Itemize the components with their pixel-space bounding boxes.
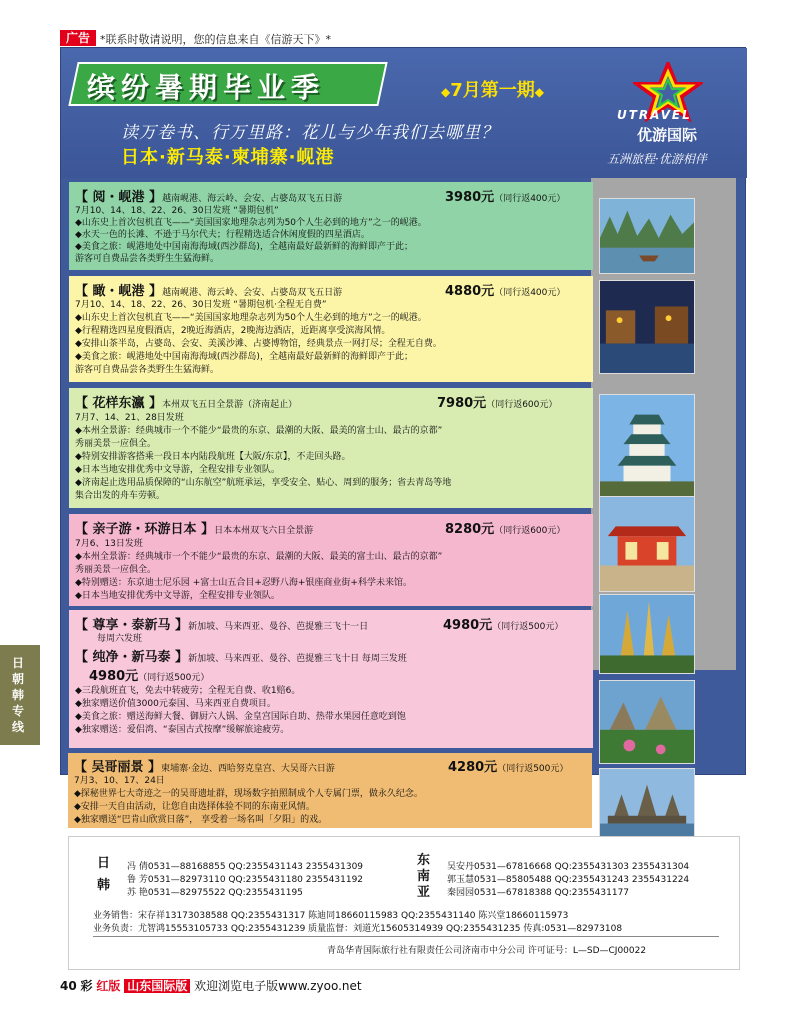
tour-subtitle: 新加坡、马来西亚、曼谷、芭提雅三飞十一日 (188, 622, 369, 632)
side-tab (0, 645, 40, 745)
tour-title: 【 吴哥丽景 】 (74, 760, 162, 775)
tour-title: 【 亲子游・环游日本 】 (75, 522, 215, 537)
tour-subtitle: 柬埔寨·金边、西哈努克皇宫、大吴哥六日游 (161, 764, 335, 774)
halong-bay-photo (599, 198, 695, 274)
tour-subtitle: 本州双飞五日全景游（济南起止） (162, 400, 298, 410)
tour-title: 【 瞰・岘港 】 (75, 284, 163, 299)
page-footer: 40 彩 红版 山东国际版 欢迎浏览电子版www.zyoo.net (60, 979, 362, 993)
thai-temple-photo (599, 594, 695, 674)
logo-en: UTRAVEL (617, 108, 692, 122)
tropical-garden-photo (599, 680, 695, 764)
tour-price: 8280元 (445, 522, 495, 537)
destinations: 日本·新马泰·柬埔寨·岘港 (121, 147, 335, 168)
issue-label: ◆7月第一期◆ (441, 80, 544, 101)
logo-cn: 优游国际 (637, 126, 698, 144)
tour-price: 3980元 (445, 190, 495, 205)
ad-strip (0, 0, 800, 44)
logo-motto: 五洲旅程·优游相伴 (607, 152, 707, 166)
tour-section-sea: 【 尊享・泰新马 】新加坡、马来西亚、曼谷、芭提雅三飞十一日 4980元（同行返500元） 每周六发班 【 纯净・新马泰 】新加坡、马来西亚、曼谷、芭提雅三飞十日 每周三发班 4980元（同行返500元） ◆三段航班直飞，免去中转疲劳；全程无自费、收1赔6。 ◆独家赠送价值3000元泰国、马来西亚自费项目。 ◆美食之旅：赠送海鲜大餐、御厨六人锅、金皇宫国际自助、热带水果园任意吃到饱 ◆独家赠送：爱侣湾、“泰国古式按摩”缓解旅途疲劳。 (69, 610, 593, 748)
tour-title: 【 花样东瀛 】 (75, 396, 163, 411)
contact-area: 日韩 冯 倩0531—88168855 QQ:2355431143 2355431309 鲁 芳0531—82973110 QQ:2355431180 2355431192 苏 艳0531—82975522 QQ:2355431195 东南亚 吴安丹0531—67816668 QQ:2355431303 2355431304 郭玉慧0531—85805488 QQ:2355431243 2355431224 秦园园0531—67818388 QQ:2355431177 业务销售：宋存祥13173038588 QQ:2355431317 陈迪同18660115983 QQ:2355431140 陈兴堂18660115973 业务负责：尤智鸿15553105733 QQ:2355431239 质量监督：刘道光15605314939 QQ:2355431235 传真:0531—82973108 青岛华青国际旅行社有限责任公司济南市中分公司 许可证号：L—SD—CJ00022 (68, 836, 740, 970)
ad-tag: 广告 (60, 30, 96, 46)
osaka-castle-photo (599, 394, 695, 504)
tour-title-2: 【 纯净・新马泰 】 (75, 650, 189, 665)
tour-subtitle: 越南岘港、海云岭、会安、占婆岛双飞五日游 (162, 194, 343, 204)
tour-subtitle: 日本本州双飞六日全景游 (214, 526, 314, 536)
hoi-an-night-photo (599, 280, 695, 374)
page-title: 缤纷暑期毕业季 (87, 71, 326, 104)
tour-section-danang-2: 【 瞰・岘港 】越南岘港、海云岭、会安、占婆岛双飞五日游 4880元（同行返400元） 7月10、14、18、22、26、30日发班 “暑期包机·全程无自费” ◆山东史上首次包机直飞——“美国国家地理杂志列为50个人生必到的地方”之一的岘港。 ◆行程精选四星度假酒店，2晚近海酒店，2晚海边酒店，近距离享受滨海风情。 ◆安排山茶半岛，占婆岛、会安、美溪沙滩、占婆博物馆，经典景点一网打尽；全程无自费。 ◆美食之旅：岘港地处中国南海海域(西沙群岛)，全越南最好最新鲜的海鲜即产于此； 游客可自费品尝各类野生生猛海鲜。 (69, 276, 593, 382)
company-line: 青岛华青国际旅行社有限责任公司济南市中分公司 许可证号：L—SD—CJ00022 (327, 946, 647, 956)
tour-price: 4980元 (443, 618, 493, 633)
slogan: 读万卷书、行万里路：花儿与少年我们去哪里？ (121, 123, 499, 143)
contact-label-right: 东南亚 (417, 853, 431, 900)
ad-panel (60, 47, 746, 775)
angkor-wat-photo (599, 768, 695, 846)
japan-shrine-photo (599, 496, 695, 592)
tour-price: 4280元 (448, 760, 498, 775)
brand-logo (599, 62, 739, 172)
tour-title: 【 阅・岘港 】 (75, 190, 163, 205)
side-tab-label: 日朝韩专线 (12, 656, 25, 734)
tour-title: 【 尊享・泰新马 】 (75, 618, 189, 633)
tour-price: 4880元 (445, 284, 495, 299)
tour-price: 7980元 (437, 396, 487, 411)
contact-label-left: 日韩 (97, 856, 111, 893)
tour-section-cambodia-box: 【 吴哥丽景 】柬埔寨·金边、西哈努克皇宫、大吴哥六日游 4280元（同行返500元） 7月3、10、17、24日 ◆探秘世界七大奇迹之一的吴哥遗址群，现场数字拍照制成个人专属门票，做永久纪念。 ◆安排一天自由活动，让您自由选择体验不同的东南亚风情。 ◆独家赠送“巴肯山欣赏日落”， 享受着一场名叫「夕阳」的戏。 (68, 753, 592, 828)
tour-subtitle: 越南岘港、海云岭、会安、占婆岛双飞五日游 (162, 288, 343, 298)
tour-section-japan-2: 【 亲子游・环游日本 】日本本州双飞六日全景游 8280元（同行返600元） 7月6、13日发班 ◆本州全景游：经典城市一个不能少“最贵的东京、最潮的大阪、最美的富士山、最古的京都” 秀丽美景一应俱全。 ◆特别赠送：东京迪士尼乐园 +富士山五合目+忍野八海+银座商业街+科学未来馆。 ◆日本当地安排优秀中文导游，全程安排专业领队。 (69, 514, 593, 606)
tour-section-japan-1: 【 花样东瀛 】本州双飞五日全景游（济南起止） 7980元（同行返600元） 7月7、14、21、28日发班 ◆本州全景游：经典城市一个不能少“最贵的东京、最潮的大阪、最美的富士山、最古的京都” 秀丽美景一应俱全。 ◆特别安排游客搭乘一段日本内陆段航班【大阪/东京】，不走回头路。 ◆日本当地安排优秀中文导游，全程安排专业领队。 ◆济南起止选用品质保障的“山东航空”航班承运，享受安全、贴心、周到的服务；省去青岛等地 集合出发的舟车劳顿。 (69, 388, 593, 508)
ad-note: *联系时敬请说明，您的信息来自《信游天下》* (100, 33, 331, 46)
tour-section-danang-1: 【 阅・岘港 】越南岘港、海云岭、会安、占婆岛双飞五日游 3980元（同行返400元） 7月10、14、18、22、26、30日发班 “暑期包机” ◆山东史上首次包机直飞——“美国国家地理杂志列为50个人生必到的地方”之一的岘港。 ◆水天一色的长滩、不逊于马尔代夫；行程精选适合休闲度假的四星酒店。 ◆美食之旅：岘港地处中国南海海域(西沙群岛)，全越南最好最新鲜的海鲜即产于此； 游客可自费品尝各类野生生猛海鲜。 (69, 182, 593, 270)
tour-price-2: 4980元 (89, 669, 139, 684)
header (61, 48, 747, 178)
